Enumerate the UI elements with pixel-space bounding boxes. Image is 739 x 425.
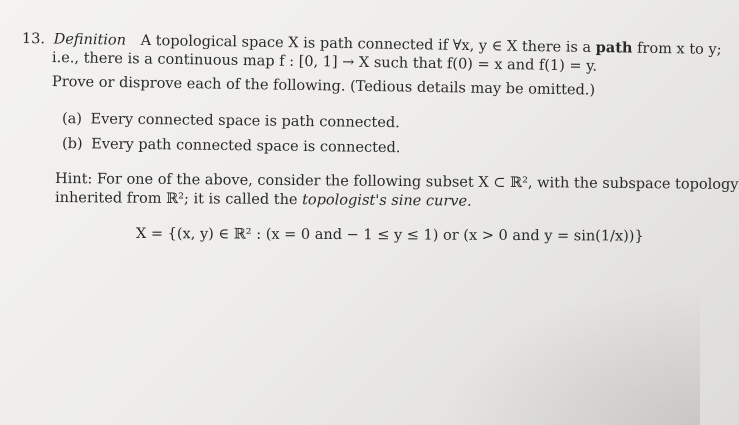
definition-text: A topological space X is path connected if ∀x, y ∈ X there is a: [140, 32, 592, 56]
part-b-text: Every path connected space is connected.: [91, 136, 401, 157]
problem-line-3: Prove or disprove each of the following. (Tedious details may be omitted.): [51, 74, 596, 99]
part-a: [62, 110, 400, 132]
part-a-text: Every connected space is path connected.: [90, 111, 400, 132]
definition-tail: from x to y;: [636, 40, 722, 58]
part-b-label: (b): [61, 136, 83, 153]
sine-curve-formula: X = {(x, y) ∈ ℝ² : (x = 0 and − 1 ≤ y ≤ 1) or (x > 0 and y = sin(1/x))}: [135, 226, 644, 245]
part-b: [62, 135, 401, 157]
problem-line-2: i.e., there is a continuous map f : [0, 1] → X such that f(0) = x and f(1) = y.: [51, 50, 598, 75]
hint-line-2: [55, 189, 472, 211]
topologists-sine-curve-term: topologist's sine curve.: [302, 192, 472, 210]
definition-heading: Definition: [53, 31, 127, 49]
photo-shadow: [440, 285, 700, 425]
part-a-label: (a): [61, 111, 83, 128]
hint-line-1: Hint: For one of the above, consider the following subset X ⊂ ℝ², with the subspace topology: [54, 171, 739, 193]
hint-line-2-text: inherited from ℝ²; it is called the: [54, 190, 298, 209]
path-term: path: [595, 39, 633, 57]
problem-number: 13.: [21, 31, 46, 48]
